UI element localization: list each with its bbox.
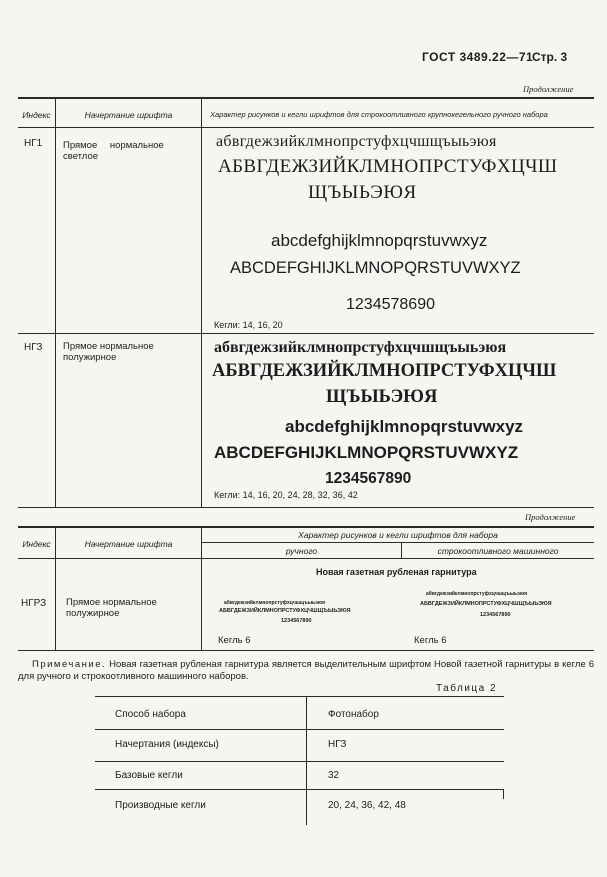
table-key: Начертания (индексы): [115, 739, 219, 750]
specimen-digits: 1234578690: [346, 296, 435, 313]
table-value: НГЗ: [328, 739, 347, 750]
specimen-upper-latin: ABCDEFGHIJKLMNOPQRSTUVWXYZ: [214, 443, 519, 462]
typeface-name: Новая газетная рубленая гарнитура: [316, 567, 477, 577]
table-value: Фотонабор: [328, 709, 379, 720]
machine-specimen-digits: 1234567890: [480, 612, 511, 618]
row-style: Прямое нормальное полужирное: [66, 597, 157, 619]
specimen-lower-cyrillic: абвгдежзийклмнопрстуфхцчшщъыьэюя: [214, 339, 507, 356]
specimen-upper-cyrillic: АБВГДЕЖЗИЙКЛМНОПРСТУФХЦЧШ: [218, 156, 558, 177]
specimen-digits: 1234567890: [325, 470, 412, 487]
page-number: Стр. 3: [532, 50, 568, 64]
row-index: НГЗ: [24, 342, 43, 353]
note-text: Новая газетная рубленая гарнитура является выделительным шрифтом Новой газетной гарнитуры в кегле 6 для ручного и строкоотливного машинного наборов.: [18, 659, 595, 682]
machine-specimen-lower: абвгдежзийклмнопрстуфхцчшщъыьэюя: [426, 591, 528, 597]
specimen-upper-cyrillic-cont: ЩЪЫЬЭЮЯ: [326, 387, 438, 407]
table-caption: Таблица 2: [436, 683, 498, 694]
manual-size: Кегль 6: [218, 635, 251, 646]
note-paragraph: [18, 659, 594, 683]
size-list: Кегли: 14, 16, 20, 24, 28, 32, 36, 42: [214, 490, 358, 500]
specimen-lower-latin: abcdefghijklmnopqrstuvwxyz: [285, 417, 524, 436]
continued-label: Продолжение: [525, 512, 576, 522]
size-list: Кегли: 14, 16, 20: [214, 320, 283, 330]
col-header-style: Начертание шрифта: [84, 110, 173, 120]
continued-label: Продолжение: [523, 84, 574, 94]
table-key: Способ набора: [115, 709, 186, 720]
col-header-machine: строкоотливного машинного: [437, 546, 559, 556]
manual-specimen-upper: АБВГДЕЖЗИЙКЛМНОПРСТУФХЦЧШЩЪЫЬЭЮЯ: [219, 608, 351, 614]
standard-number: ГОСТ 3489.22—71: [422, 50, 534, 64]
machine-specimen-upper: АБВГДЕЖЗИЙКЛМНОПРСТУФХЦЧШЩЪЫЬЭЮЯ: [420, 601, 552, 607]
specimen-upper-cyrillic: АБВГДЕЖЗИЙКЛМНОПРСТУФХЦЧШ: [212, 361, 557, 381]
manual-specimen-lower: абвгдежзийклмнопрстуфхцчшщъыьэюя: [224, 600, 326, 606]
table-key: Базовые кегли: [115, 770, 183, 781]
col-header-character: Характер рисунков и кегли шрифтов для набора: [298, 530, 498, 540]
col-header-index: Индекс: [22, 539, 51, 549]
specimen-lower-latin: abcdefghijklmnopqrstuvwxyz: [271, 231, 488, 250]
table-value: 32: [328, 770, 340, 781]
specimen-upper-latin: ABCDEFGHIJKLMNOPQRSTUVWXYZ: [230, 259, 521, 277]
row-index: НГ1: [24, 138, 43, 149]
specimen-lower-cyrillic: абвгдежзийклмнопрстуфхцчшщъыьэюя: [216, 133, 497, 150]
row-style: Прямое нормальное светлое: [63, 140, 164, 162]
machine-size: Кегль 6: [414, 635, 447, 646]
manual-specimen-digits: 1234567890: [281, 618, 312, 624]
col-header-style: Начертание шрифта: [84, 539, 173, 549]
table-value: 20, 24, 36, 42, 48: [328, 800, 406, 811]
note-label: Примечание.: [32, 659, 107, 670]
row-style: Прямое нормальное полужирное: [63, 341, 154, 363]
specimen-upper-cyrillic-cont: ЩЪЫЬЭЮЯ: [308, 182, 417, 203]
row-index: НГРЗ: [21, 598, 47, 609]
col-header-manual: ручного: [285, 546, 318, 556]
col-header-index: Индекс: [22, 110, 51, 120]
table-key: Производные кегли: [115, 800, 206, 811]
col-header-character: Характер рисунков и кегли шрифтов для строкоотливного крупнокегельного ручного набора: [210, 110, 548, 119]
